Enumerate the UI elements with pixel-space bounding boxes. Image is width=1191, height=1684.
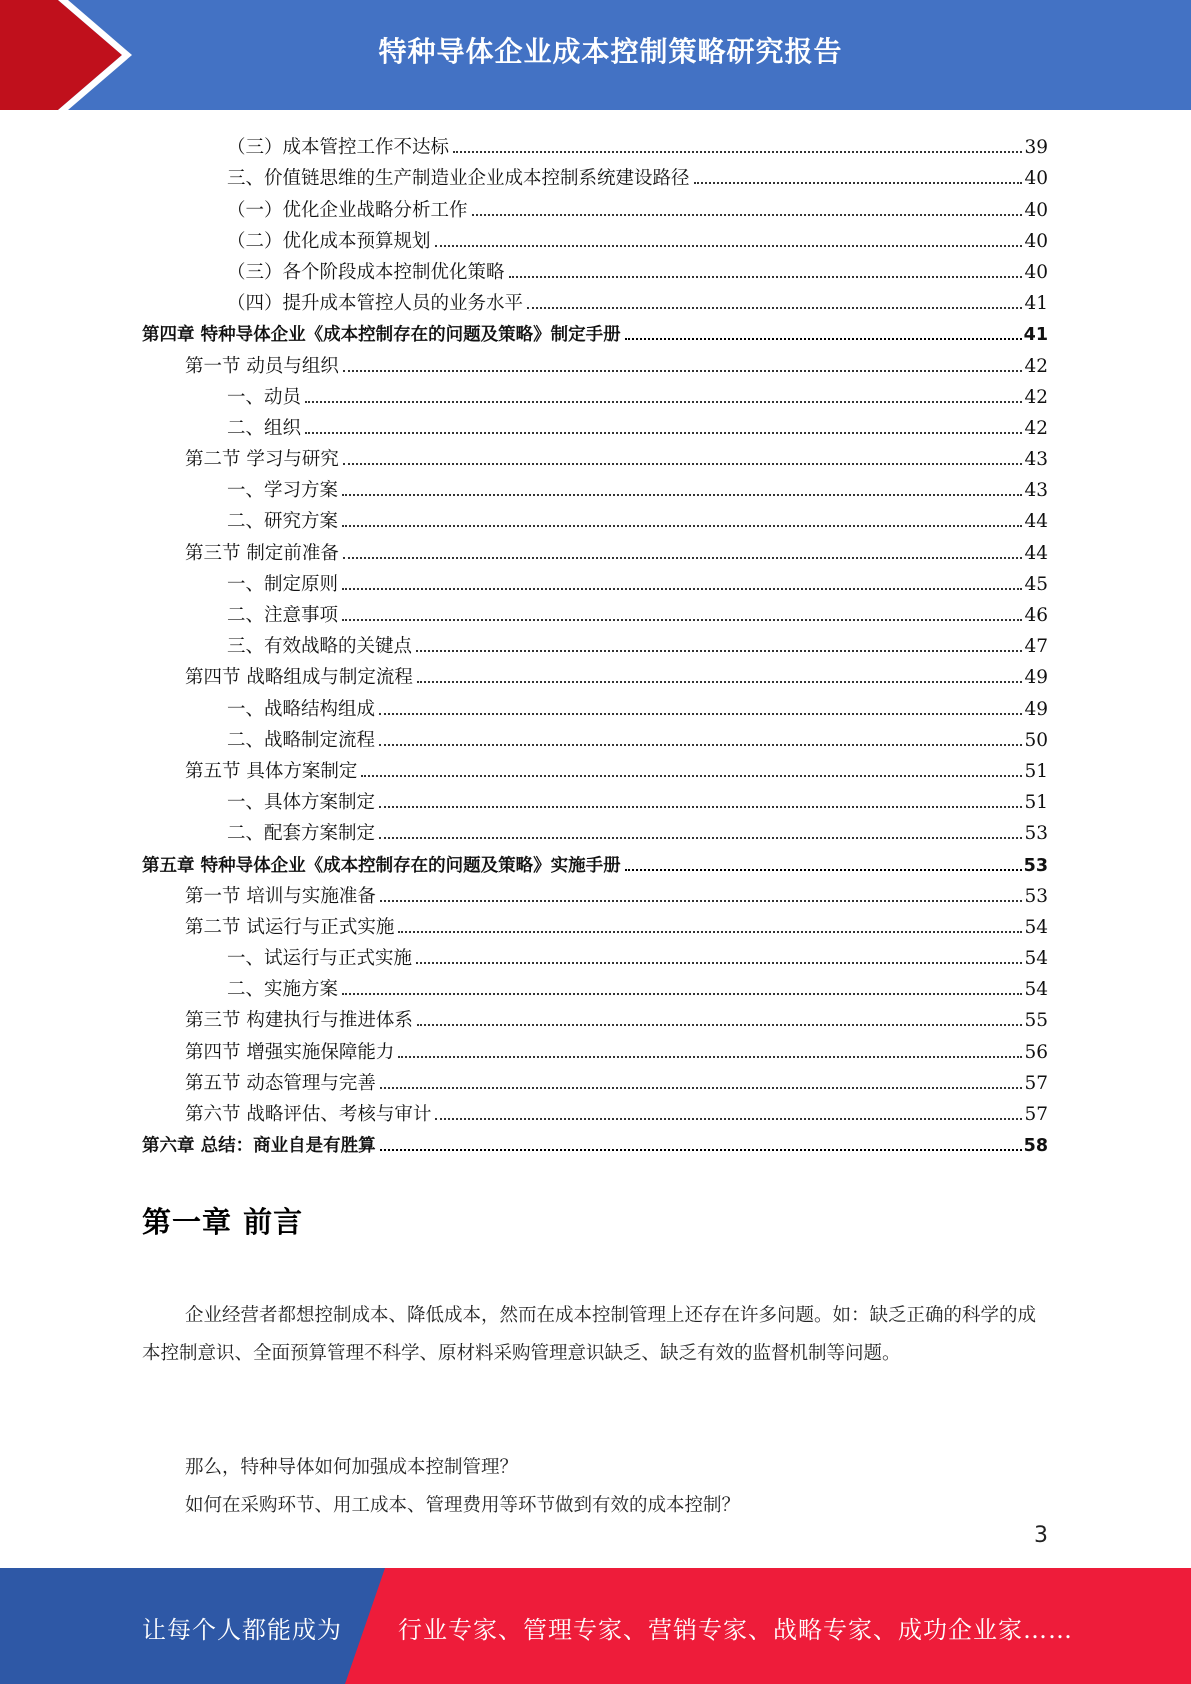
toc-entry-page: 45 [1024, 573, 1048, 595]
toc-entry-page: 56 [1024, 1041, 1048, 1063]
toc-entry-label: 第五章 特种导体企业《成本控制存在的问题及策略》实施手册 [142, 855, 621, 876]
question-line-1: 那么，特种导体如何加强成本控制管理？ [185, 1457, 519, 1478]
footer-slogan-left: 让每个人都能成为 [142, 1616, 342, 1644]
toc-dot-leader [380, 900, 1023, 902]
toc-section-entry[interactable] [142, 1001, 1048, 1032]
chapter-heading: 第一章 前言 [142, 1205, 304, 1239]
toc-subsection-entry[interactable] [142, 378, 1048, 409]
toc-subsection-entry[interactable] [142, 783, 1048, 814]
toc-entry-page: 55 [1024, 1010, 1048, 1032]
toc-dot-leader [343, 557, 1023, 559]
toc-entry-page: 50 [1024, 729, 1048, 751]
toc-dot-leader [380, 1149, 1022, 1151]
toc-entry-page: 53 [1024, 823, 1048, 845]
toc-entry-page: 42 [1024, 355, 1048, 377]
toc-section-entry[interactable] [142, 1064, 1048, 1095]
toc-dot-leader [416, 962, 1022, 964]
toc-subsection-entry[interactable] [142, 190, 1048, 221]
toc-dot-leader [342, 525, 1022, 527]
toc-entry-page: 41 [1023, 325, 1048, 346]
toc-entry-label: 二、注意事项 [227, 605, 339, 626]
page-header [0, 0, 1191, 110]
toc-entry-page: 40 [1024, 168, 1048, 190]
toc-dot-leader [305, 401, 1022, 403]
toc-entry-label: 第三节 制定前准备 [185, 542, 339, 564]
toc-subsection-entry[interactable] [142, 814, 1048, 845]
toc-entry-page: 43 [1024, 449, 1048, 471]
toc-dot-leader [453, 151, 1022, 153]
footer-slogan-right: 行业专家、管理专家、营销专家、战略专家、成功企业家…… [398, 1616, 1073, 1644]
toc-entry-label: 三、有效战略的关键点 [227, 636, 413, 658]
toc-subsection-entry[interactable] [142, 159, 1048, 190]
toc-entry-label: 二、研究方案 [227, 511, 339, 533]
toc-dot-leader [509, 276, 1023, 278]
toc-section-entry[interactable] [142, 440, 1048, 471]
toc-entry-label: 第六章 总结：商业自是有胜算 [142, 1136, 376, 1157]
toc-dot-leader [398, 1056, 1022, 1058]
toc-dot-leader [342, 588, 1022, 590]
toc-dot-leader [379, 744, 1022, 746]
toc-dot-leader [342, 619, 1022, 621]
toc-subsection-entry[interactable] [142, 689, 1048, 720]
toc-dot-leader [380, 1087, 1023, 1089]
toc-entry-page: 53 [1024, 885, 1048, 907]
toc-entry-page: 54 [1024, 916, 1048, 938]
toc-entry-label: 第四章 特种导体企业《成本控制存在的问题及策略》制定手册 [142, 325, 621, 346]
toc-entry-label: （二）优化成本预算规划 [227, 230, 431, 252]
toc-subsection-entry[interactable] [142, 128, 1048, 159]
toc-subsection-entry[interactable] [142, 222, 1048, 253]
toc-subsection-entry[interactable] [142, 284, 1048, 315]
toc-entry-page: 57 [1024, 1072, 1048, 1094]
toc-dot-leader [472, 214, 1023, 216]
toc-dot-leader [343, 370, 1023, 372]
toc-dot-leader [379, 806, 1022, 808]
toc-dot-leader [342, 494, 1022, 496]
toc-dot-leader [527, 307, 1022, 309]
toc-entry-label: 一、学习方案 [227, 480, 339, 502]
toc-entry-page: 39 [1024, 137, 1048, 159]
toc-subsection-entry[interactable] [142, 253, 1048, 284]
toc-section-entry[interactable] [142, 908, 1048, 939]
toc-dot-leader [361, 775, 1022, 777]
toc-entry-label: 一、试运行与正式实施 [227, 948, 413, 970]
toc-entry-label: 第五节 具体方案制定 [185, 760, 358, 782]
toc-entry-page: 58 [1023, 1136, 1048, 1157]
toc-entry-page: 46 [1024, 605, 1048, 626]
toc-subsection-entry[interactable] [142, 721, 1048, 752]
toc-entry-page: 40 [1024, 230, 1048, 252]
toc-entry-page: 49 [1024, 698, 1048, 720]
toc-entry-label: （四）提升成本管控人员的业务水平 [227, 293, 524, 315]
toc-subsection-entry[interactable] [142, 970, 1048, 1001]
toc-entry-label: 第四节 战略组成与制定流程 [185, 667, 413, 689]
document-title: 特种导体企业成本控制策略研究报告 [378, 35, 843, 68]
toc-entry-page: 41 [1024, 293, 1048, 315]
toc-entry-label: （三）各个阶段成本控制优化策略 [227, 261, 505, 283]
toc-subsection-entry[interactable] [142, 565, 1048, 596]
toc-entry-label: 第四节 增强实施保障能力 [185, 1041, 395, 1063]
page-number: 3 [1034, 1523, 1048, 1548]
toc-section-entry[interactable] [142, 346, 1048, 377]
toc-subsection-entry[interactable] [142, 502, 1048, 533]
toc-entry-label: 第三节 构建执行与推进体系 [185, 1010, 413, 1032]
toc-entry-page: 54 [1024, 948, 1048, 970]
toc-entry-page: 42 [1024, 386, 1048, 408]
toc-entry-page: 42 [1024, 417, 1048, 439]
toc-subsection-entry[interactable] [142, 471, 1048, 502]
toc-entry-label: 一、具体方案制定 [227, 792, 376, 814]
toc-entry-label: 二、组织 [227, 417, 302, 439]
toc-subsection-entry[interactable] [142, 596, 1048, 627]
toc-dot-leader [625, 338, 1022, 340]
table-of-contents [142, 128, 1048, 1157]
toc-subsection-entry[interactable] [142, 627, 1048, 658]
toc-entry-label: 第二节 试运行与正式实施 [185, 916, 395, 938]
toc-dot-leader [343, 463, 1023, 465]
toc-entry-label: 第六节 战略评估、考核与审计 [185, 1104, 432, 1125]
toc-dot-leader [417, 681, 1023, 683]
toc-entry-label: 第一节 培训与实施准备 [185, 885, 376, 907]
toc-entry-label: 二、实施方案 [227, 979, 339, 1001]
toc-section-entry[interactable] [142, 1095, 1048, 1126]
toc-dot-leader [379, 713, 1022, 715]
toc-entry-page: 40 [1024, 261, 1048, 283]
toc-entry-label: 一、制定原则 [227, 573, 339, 595]
toc-dot-leader [305, 432, 1022, 434]
toc-entry-page: 44 [1024, 542, 1048, 564]
toc-entry-page: 49 [1024, 667, 1048, 689]
question-line-2: 如何在采购环节、用工成本、管理费用等环节做到有效的成本控制？ [185, 1495, 741, 1516]
toc-entry-label: 二、战略制定流程 [227, 729, 376, 751]
toc-subsection-entry[interactable] [142, 939, 1048, 970]
toc-entry-page: 53 [1023, 855, 1048, 876]
toc-entry-page: 47 [1024, 636, 1048, 658]
toc-entry-page: 57 [1024, 1104, 1048, 1125]
toc-entry-label: 一、战略结构组成 [227, 698, 376, 720]
toc-entry-page: 51 [1024, 792, 1048, 814]
toc-entry-label: （一）优化企业战略分析工作 [227, 199, 468, 221]
toc-entry-page: 54 [1024, 979, 1048, 1001]
toc-entry-page: 44 [1024, 511, 1048, 533]
toc-section-entry[interactable] [142, 658, 1048, 689]
toc-entry-label: 二、配套方案制定 [227, 823, 376, 845]
toc-chapter-entry[interactable] [142, 845, 1048, 876]
toc-chapter-entry[interactable] [142, 315, 1048, 346]
toc-dot-leader [379, 837, 1022, 839]
toc-dot-leader [342, 993, 1022, 995]
page-footer [0, 1568, 1191, 1684]
toc-entry-label: 第二节 学习与研究 [185, 449, 339, 471]
toc-entry-label: 一、动员 [227, 386, 302, 408]
toc-entry-page: 51 [1024, 760, 1048, 782]
intro-paragraph: 企业经营者都想控制成本、降低成本，然而在成本控制管理上还存在许多问题。如：缺乏正确的科学的成本控制意识、全面预算管理不科学、原材料采购管理意识缺乏、缺乏有效的监督机制等问题。 [142, 1305, 1037, 1364]
toc-section-entry[interactable] [142, 533, 1048, 564]
toc-subsection-entry[interactable] [142, 409, 1048, 440]
toc-chapter-entry[interactable] [142, 1126, 1048, 1157]
toc-dot-leader [625, 869, 1022, 871]
toc-entry-page: 43 [1024, 480, 1048, 502]
toc-entry-label: 第五节 动态管理与完善 [185, 1072, 376, 1094]
toc-entry-page: 40 [1024, 199, 1048, 221]
toc-section-entry[interactable] [142, 1032, 1048, 1063]
toc-section-entry[interactable] [142, 877, 1048, 908]
toc-entry-label: （三）成本管控工作不达标 [227, 137, 450, 159]
toc-dot-leader [398, 931, 1022, 933]
toc-dot-leader [416, 650, 1022, 652]
toc-dot-leader [694, 182, 1023, 184]
toc-section-entry[interactable] [142, 752, 1048, 783]
toc-dot-leader [435, 1118, 1022, 1120]
toc-dot-leader [417, 1024, 1023, 1026]
toc-dot-leader [435, 245, 1023, 247]
toc-entry-label: 三、价值链思维的生产制造业企业成本控制系统建设路径 [227, 168, 690, 190]
toc-entry-label: 第一节 动员与组织 [185, 355, 339, 377]
